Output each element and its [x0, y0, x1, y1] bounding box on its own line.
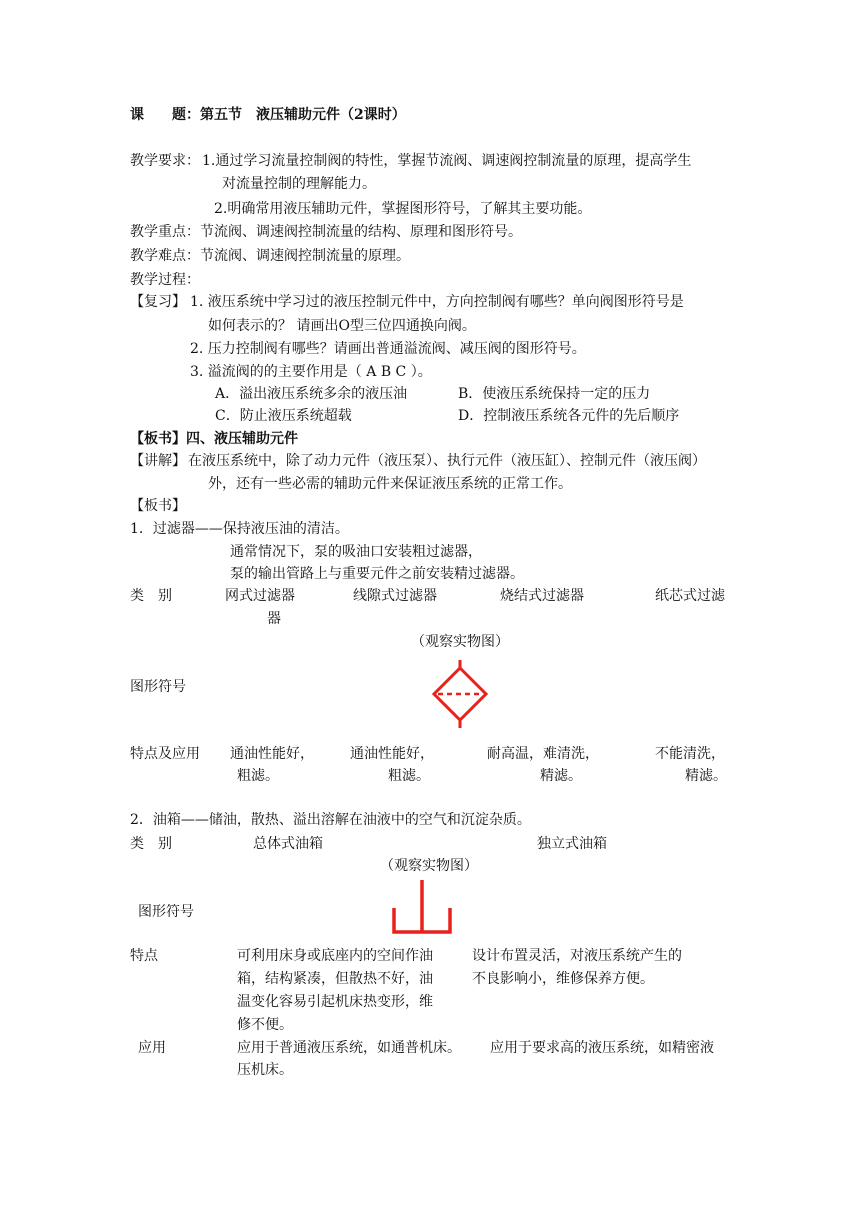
- filter-feature-4b: 精滤。: [685, 768, 727, 784]
- tank-feature-left-1: 可利用床身或底座内的空间作油: [237, 948, 433, 964]
- filter-note-2: 泵的输出管路上与重要元件之前安装精过滤器。: [230, 566, 524, 582]
- tank-feature-right-2: 不良影响小，维修保养方便。: [472, 971, 654, 987]
- review-tag: 【复习】: [130, 294, 186, 310]
- tank-heading: 2．油箱——储油，散热、溢出溶解在油液中的空气和沉淀杂质。: [130, 812, 531, 828]
- filter-heading: 1．过滤器——保持液压油的清洁。: [130, 521, 349, 537]
- filter-feature-4a: 不能清洗，: [655, 746, 725, 762]
- filter-feature-1a: 通油性能好，: [230, 746, 314, 762]
- filter-feature-1b: 粗滤。: [237, 768, 279, 784]
- review-q2: 2. 压力控制阀有哪些？请画出普通溢流阀、减压阀的图形符号。: [190, 341, 586, 357]
- filter-feature-2b: 粗滤。: [388, 768, 430, 784]
- lecture-line1: 在液压系统中，除了动力元件（液压泵）、执行元件（液压缸）、控制元件（液压阀）: [188, 453, 706, 469]
- tank-feature-label: 特点: [130, 948, 158, 964]
- filter-type-paper: 纸芯式过滤: [655, 588, 725, 604]
- tank-app-right: 应用于要求高的液压系统，如精密液: [490, 1040, 714, 1056]
- filter-type-sintered: 烧结式过滤器: [500, 588, 584, 604]
- filter-note-1: 通常情况下，泵的吸油口安装粗过滤器，: [230, 544, 482, 560]
- filter-type-wrap: 器: [267, 611, 281, 627]
- key-points: 教学重点：节流阀、调速阀控制流量的结构、原理和图形符号。: [130, 224, 522, 240]
- option-b: B．使液压系统保持一定的压力: [458, 386, 651, 402]
- lesson-title: 课 题：第五节 液压辅助元件（2课时）: [130, 107, 406, 123]
- filter-feature-3a: 耐高温，难清洗，: [487, 746, 599, 762]
- requirement-1-line2: 对流量控制的理解能力。: [222, 176, 376, 192]
- option-a: A．溢出液压系统多余的液压油: [215, 386, 408, 402]
- requirement-1-line1: 1.通过学习流量控制阀的特性，掌握节流阀、调速阀控制流量的原理，提高学生: [202, 153, 692, 169]
- tank-category-label: 类 别: [130, 836, 172, 852]
- option-c: C．防止液压系统超载: [215, 408, 352, 424]
- filter-symbol-label: 图形符号: [130, 679, 186, 695]
- teaching-process: 教学过程：: [130, 272, 200, 288]
- requirement-2: 2.明确常用液压辅助元件，掌握图形符号，了解其主要功能。: [214, 201, 592, 217]
- lecture-tag: 【讲解】: [130, 453, 186, 469]
- option-d: D．控制液压系统各元件的先后顺序: [458, 408, 680, 424]
- tank-type-independent: 独立式油箱: [537, 836, 607, 852]
- filter-feature-label: 特点及应用: [130, 746, 200, 762]
- tank-app-left-2: 压机床。: [237, 1062, 293, 1078]
- tank-feature-right-1: 设计布置灵活，对液压系统产生的: [472, 948, 682, 964]
- lecture-line2: 外，还有一些必需的辅助元件来保证液压系统的正常工作。: [208, 476, 572, 492]
- board-tag: 【板书】: [130, 498, 186, 514]
- filter-observe-note: （观察实物图）: [411, 634, 509, 650]
- filter-symbol-icon: [428, 660, 492, 728]
- filter-feature-3b: 精滤。: [540, 768, 582, 784]
- tank-feature-left-4: 修不便。: [237, 1017, 293, 1033]
- difficulties: 教学难点：节流阀、调速阀控制流量的原理。: [130, 248, 410, 264]
- tank-app-left-1: 应用于普通液压系统，如通普机床。: [237, 1040, 461, 1056]
- review-q3: 3. 溢流阀的的主要作用是（ A B C ）。: [190, 364, 432, 380]
- requirements-label: 教学要求：: [130, 153, 200, 169]
- tank-type-integral: 总体式油箱: [253, 836, 323, 852]
- tank-feature-left-2: 箱，结构紧凑，但散热不好，油: [237, 971, 433, 987]
- filter-type-mesh: 网式过滤器: [225, 588, 295, 604]
- tank-observe-note: （观察实物图）: [380, 858, 478, 874]
- review-q1-line2: 如何表示的？ 请画出O型三位四通换向阀。: [208, 318, 476, 334]
- filter-category-label: 类 别: [130, 588, 172, 604]
- filter-type-wire: 线隙式过滤器: [353, 588, 437, 604]
- tank-application-label: 应用: [138, 1040, 166, 1056]
- tank-symbol-label: 图形符号: [138, 904, 194, 920]
- board-heading-4: 【板书】四、液压辅助元件: [130, 431, 298, 447]
- filter-feature-2a: 通油性能好，: [350, 746, 434, 762]
- review-q1-line1: 1. 液压系统中学习过的液压控制元件中，方向控制阀有哪些？单向阀图形符号是: [190, 294, 684, 310]
- oil-tank-symbol-icon: [391, 880, 453, 936]
- tank-feature-left-3: 温变化容易引起机床热变形，维: [237, 994, 433, 1010]
